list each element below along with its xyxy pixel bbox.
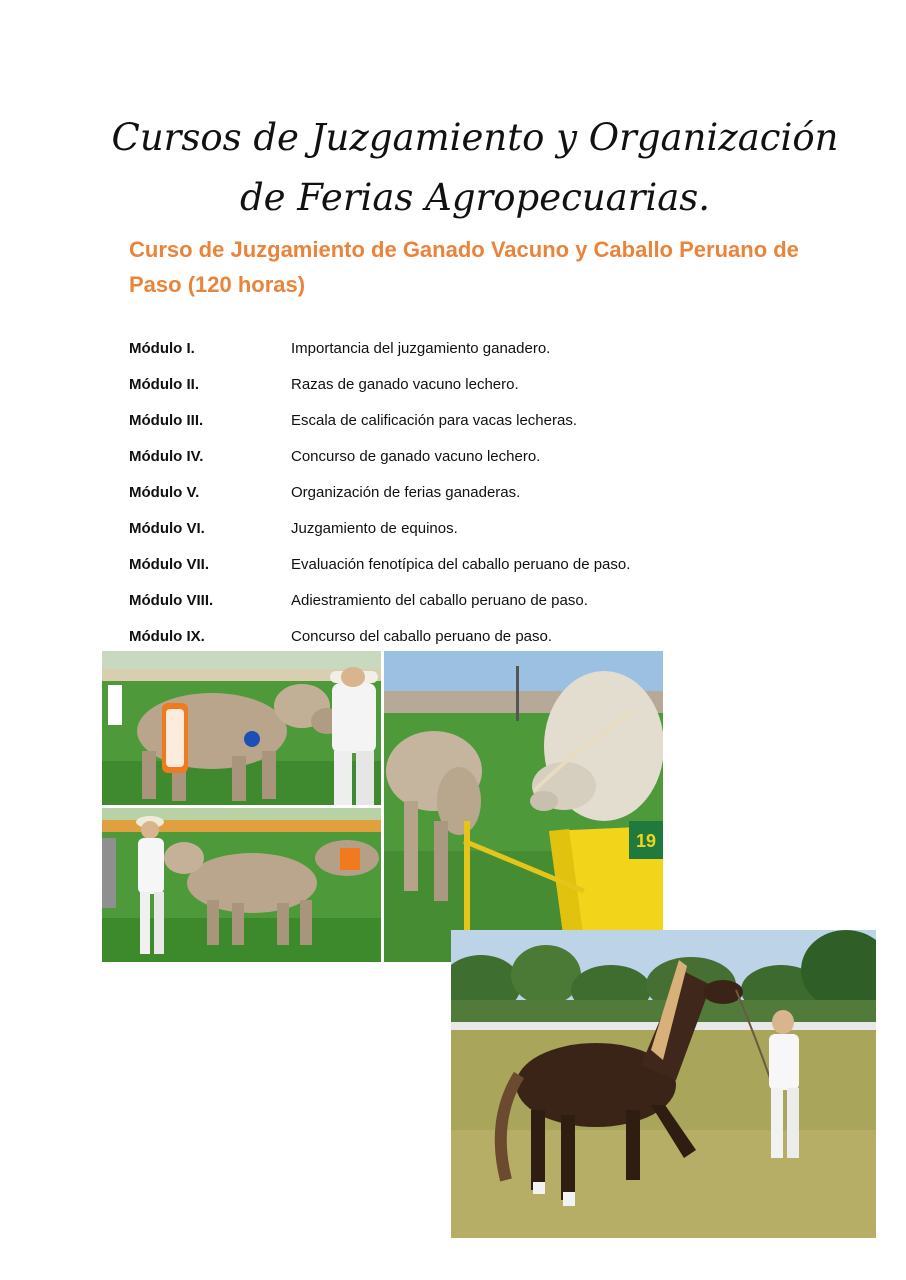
cow-number-tag: 19 [635, 831, 657, 851]
module-title: Juzgamiento de equinos. [291, 519, 458, 537]
module-list [129, 330, 829, 654]
module-title: Concurso del caballo peruano de paso. [291, 627, 553, 645]
module-number: Módulo V. [129, 483, 200, 501]
module-number: Módulo IX. [129, 627, 205, 645]
module-number: Módulo VI. [129, 519, 205, 537]
module-row [129, 402, 829, 438]
module-number: Módulo VII. [129, 555, 209, 573]
module-title: Organización de ferias ganaderas. [291, 483, 521, 501]
module-row [129, 618, 829, 654]
module-number: Módulo II. [129, 375, 199, 393]
module-title: Escala de calificación para vacas lecheras. [291, 411, 577, 429]
module-row [129, 330, 829, 366]
module-title: Adiestramiento del caballo peruano de paso. [291, 591, 588, 609]
module-title: Importancia del juzgamiento ganadero. [291, 339, 551, 357]
course-heading: Curso de Juzgamiento de Ganado Vacuno y Caballo Peruano de Paso (120 horas) [129, 237, 799, 297]
module-row [129, 546, 829, 582]
page-title: Cursos de Juzgamiento y Organización de Ferias Agropecuarias. [111, 116, 839, 219]
module-row [129, 438, 829, 474]
module-number: Módulo VIII. [129, 591, 214, 609]
module-title: Evaluación fenotípica del caballo peruano de paso. [291, 555, 631, 573]
module-title: Razas de ganado vacuno lechero. [291, 375, 519, 393]
module-number: Módulo III. [129, 411, 204, 429]
cow-led-by-handler-photo [102, 808, 381, 962]
module-number: Módulo IV. [129, 447, 204, 465]
peruvian-paso-horse-photo [451, 930, 876, 1238]
module-row [129, 510, 829, 546]
module-row [129, 582, 829, 618]
module-row [129, 366, 829, 402]
cows-at-fence-photo [384, 651, 663, 962]
module-title: Concurso de ganado vacuno lechero. [291, 447, 541, 465]
cow-with-handler-photo [102, 651, 381, 805]
module-row [129, 474, 829, 510]
module-number: Módulo I. [129, 339, 195, 357]
